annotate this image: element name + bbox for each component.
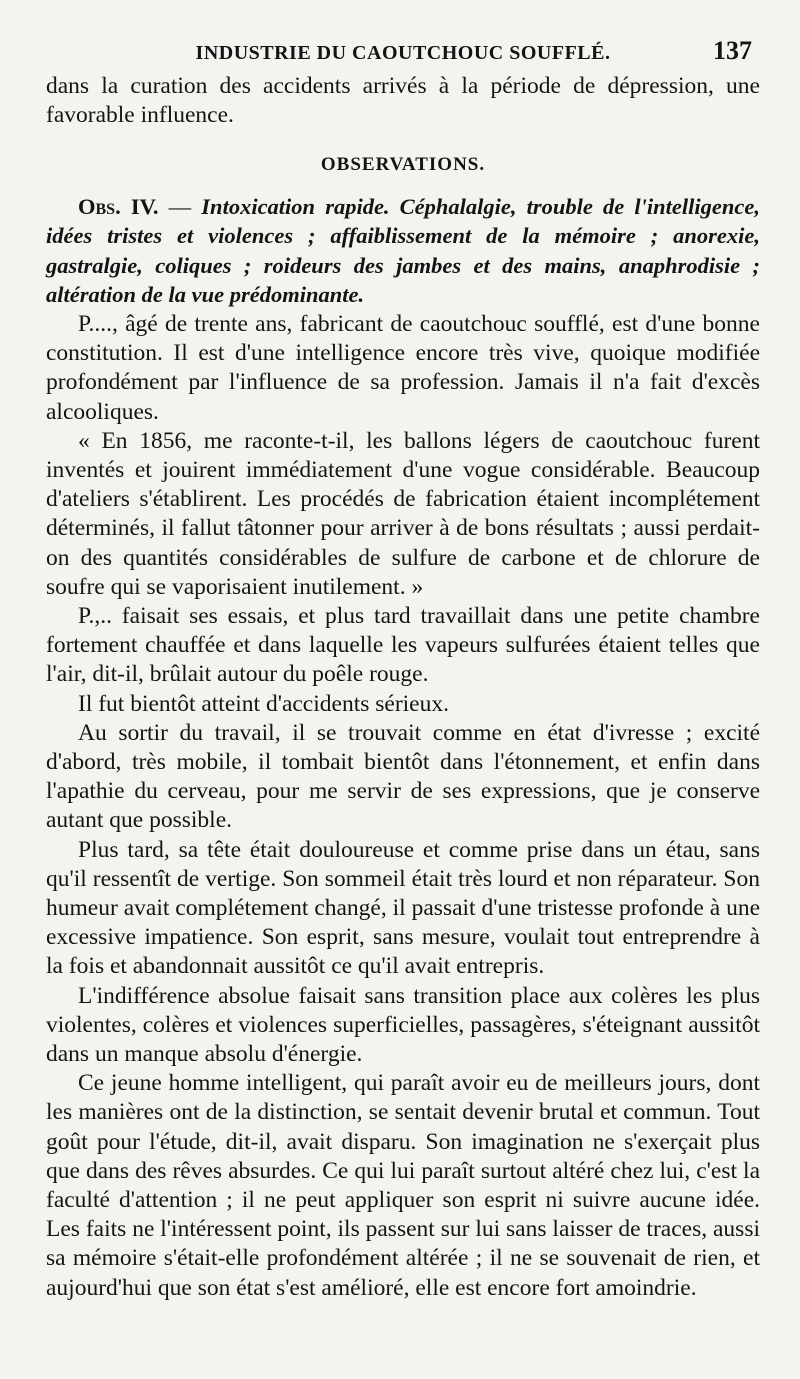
page-number: 137	[713, 36, 752, 65]
paragraph: P...., âgé de trente ans, fabricant de caoutchouc soufflé, est d'une bonne constitution. Il est d'une intelligence encore très vive, quoique modifiée profondément par l'influence de sa profession. Jamais il n'a fait d'excès alcooliques.	[46, 310, 760, 425]
paragraph: P.,.. faisait ses essais, et plus tard travaillait dans une petite chambre fortement chauffée et dans laquelle les vapeurs sulfurées étaient telles que l'air, dit-il, brûlait autour du poêle rouge.	[46, 603, 760, 688]
observation-header	[46, 192, 760, 310]
paragraph: L'indifférence absolue faisait sans transition place aux colères les plus violentes, colères et violences superficielles, passagères, s'éteignant aussitôt dans un manque absolu d'énergie.	[46, 982, 760, 1068]
section-heading: OBSERVATIONS.	[320, 154, 486, 176]
observation-summary: Intoxication rapide. Céphalalgie, trouble de l'intelligence, idées tristes et violences ; affaiblissement de la mémoire ; anorexie, gastralgie, coliques ; roideurs des jambes et des mains, anaphrodisie ; altération de la vue prédominante.	[46, 193, 761, 308]
observation-label: Obs. IV.	[78, 193, 159, 219]
observation-dash: —	[168, 193, 192, 219]
paragraph: Plus tard, sa tête était douloureuse et comme prise dans un étau, sans qu'il ressentît de vertige. Son sommeil était très lourd et non réparateur. Son humeur avait complétement changé, il passait d'une tristesse profonde à une excessive impatience. Son esprit, sans mesure, voulait tout entreprendre à la fois et abandonnait aussitôt ce qu'il avait entrepris.	[46, 836, 760, 980]
continuation-paragraph: dans la curation des accidents arrivés à la période de dépression, une favorable influence.	[46, 73, 760, 129]
paragraph: Au sortir du travail, il se trouvait comme en état d'ivresse ; excité d'abord, très mobile, il tombait bientôt dans l'étonnement, et enfin dans l'apathie du cerveau, pour me servir de ses expressions, que je conserve autant que possible.	[46, 719, 760, 834]
paragraph: « En 1856, me raconte-t-il, les ballons légers de caoutchouc furent inventés et jouirent immédiatement d'une vogue considérable. Beaucoup d'ateliers s'établirent. Les procédés de fabrication étaient incomplétement déterminés, il fallut tâtonner pour arriver à de bons résultats ; aussi perdait-on des quantités considérables de sulfure de carbone et de chlorure de soufre qui se vaporisaient inutilement. »	[46, 427, 760, 600]
running-title: INDUSTRIE DU CAOUTCHOUC SOUFFLÉ.	[195, 42, 611, 64]
paragraph: Ce jeune homme intelligent, qui paraît avoir eu de meilleurs jours, dont les manières ont de la distinction, se sentait devenir brutal et commun. Tout goût pour l'étude, dit-il, avait disparu. Son imagination ne s'exerçait plus que dans des rêves absurdes. Ce qui lui paraît surtout altéré chez lui, c'est la faculté d'attention ; il ne peut appliquer son esprit ni suivre aucune idée. Les faits ne l'intéressent point, ils passent sur lui sans laisser de traces, aussi sa mémoire s'était-elle profondément altérée ; il ne se souvenait de rien, et aujourd'hui que son état s'est amélioré, elle est encore fort amoindrie.	[46, 1070, 760, 1301]
body-text	[46, 72, 760, 1303]
paragraph: Il fut bientôt atteint d'accidents sérieux.	[78, 690, 449, 717]
running-head	[46, 28, 760, 72]
